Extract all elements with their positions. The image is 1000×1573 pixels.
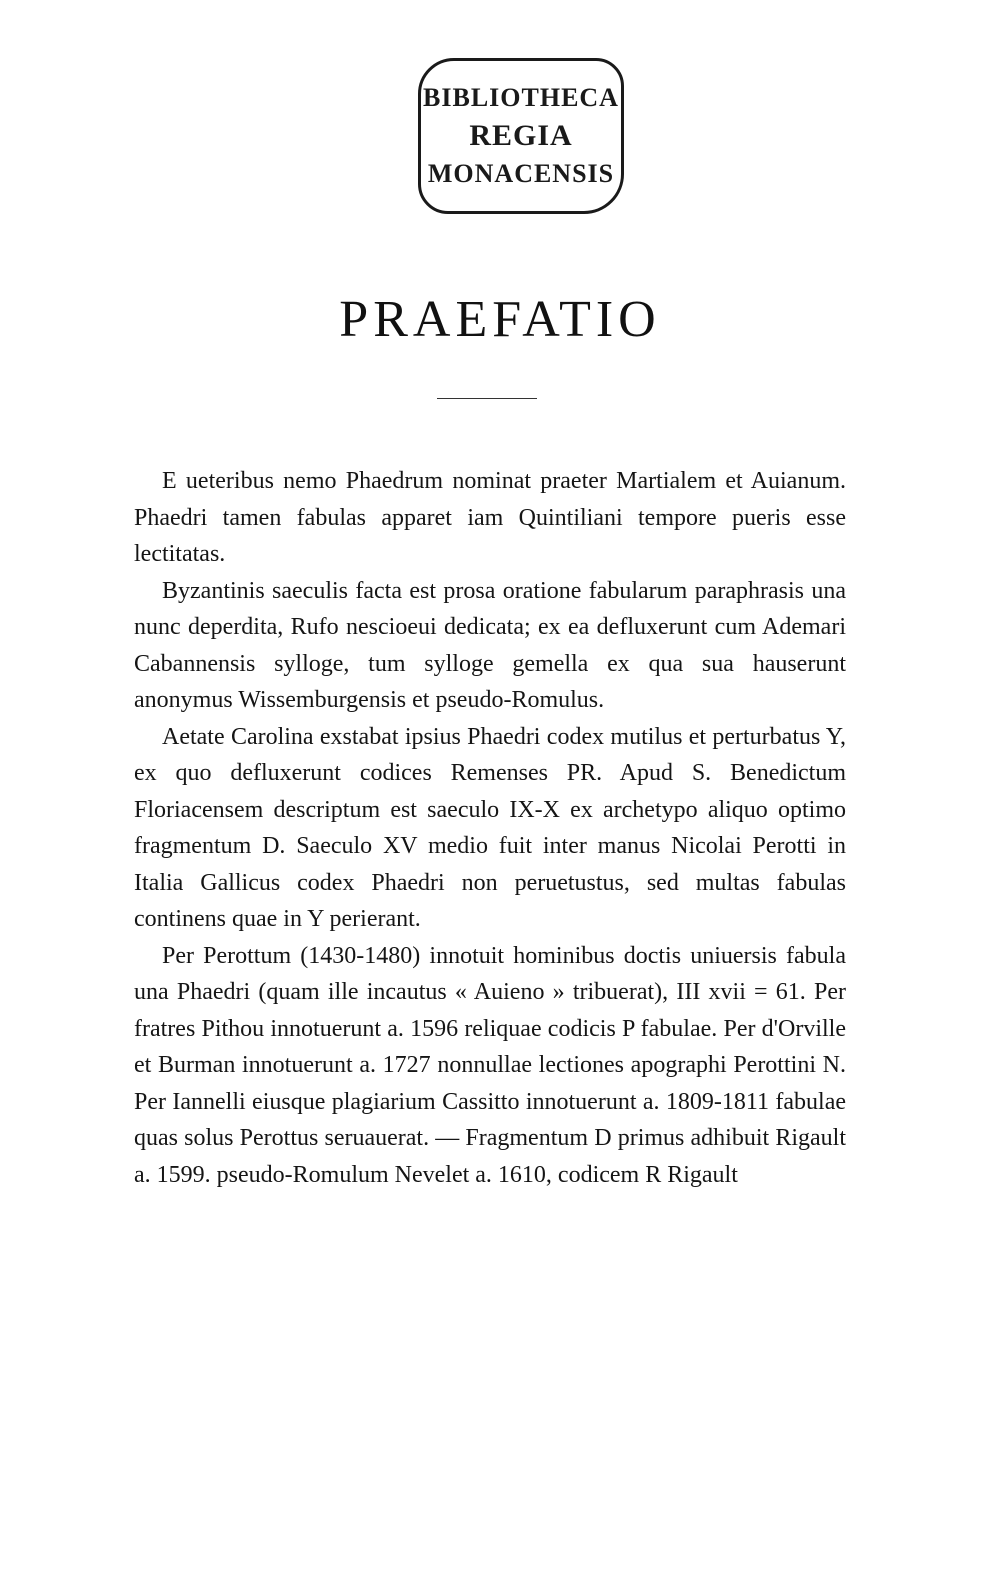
stamp-line-1: BIBLIOTHECA: [423, 83, 619, 112]
library-stamp: [418, 58, 624, 214]
paragraph-2: Byzantinis saeculis facta est prosa oratione fabularum paraphrasis una nunc deperdita, Rufo nescioeui dedicata; ex ea defluxerunt cum Ademari Cabannensis sylloge, tum sylloge gemella ex qua sua hauserunt anonymus Wissemburgensis et pseudo-Romulus.: [134, 577, 846, 713]
page-title: PRAEFATIO: [339, 291, 661, 348]
stamp-line-2: REGIA: [469, 119, 573, 152]
stamp-line-3: MONACENSIS: [427, 159, 615, 188]
paragraph-4: Per Perottum (1430-1480) innotuit hominibus doctis uniuersis fabula una Phaedri (quam ille incautus « Auieno » tribuerat), III xvii = 61. Per fratres Pithou innotuerunt a. 1596 reliquae codicis P fabulae. Per d'Orville et Burman innotuerunt a. 1727 nonnullae lectiones apographi Perottini N. Per Iannelli eiusque plagiarium Cassitto innotuerunt a. 1809-1811 fabulae quas solus Perottus seruauerat. — Fragmentum D primus adhibuit Rigault a. 1599. pseudo-Romulum Nevelet a. 1610, codicem R Rigault: [134, 942, 846, 1188]
title-divider: [437, 398, 537, 399]
body-text: [134, 463, 846, 1193]
paragraph-3: Aetate Carolina exstabat ipsius Phaedri codex mutilus et perturbatus Y, ex quo defluxerunt codices Remenses PR. Apud S. Benedictum Floriacensem descriptum est saeculo IX-X ex archetypo aliquo optimo fragmentum D. Saeculo XV medio fuit inter manus Nicolai Perotti in Italia Gallicus codex Phaedri non peruetustus, sed multas fabulas continens quae in Y perierant.: [134, 723, 846, 932]
paragraph-1: E ueteribus nemo Phaedrum nominat praeter Martialem et Auianum. Phaedri tamen fabulas apparet iam Quintiliani tempore pueris esse lectitatas.: [134, 468, 846, 567]
